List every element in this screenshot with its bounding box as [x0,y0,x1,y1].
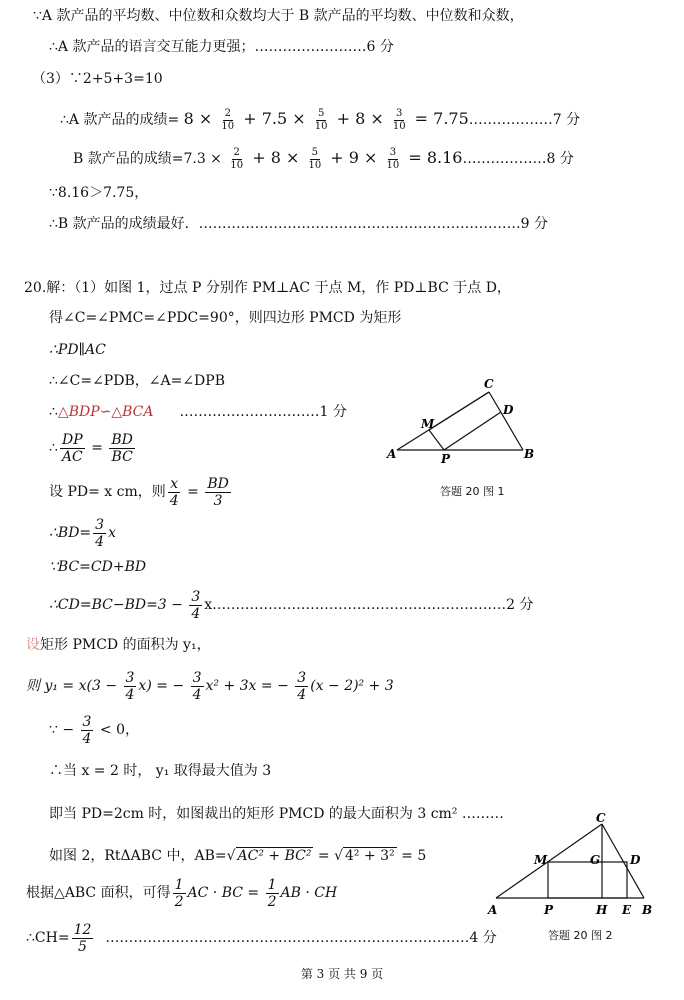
line-set-pd: 设 PD= x cm，则 $\frac{x}{4}$ = $\frac{BD}{3}$ [49,475,229,509]
line-part3-sum: （3）∵2+5+3=10 [32,71,163,87]
line-negative-coef: ∵ − $\frac{3}{4}$ < 0， [49,713,140,747]
fig2-label-m: M [534,853,548,867]
line-max-value: ∴当 x = 2 时， y₁ 取得最大值为 3 [49,763,272,779]
fig1-label-d: D [503,403,514,417]
figure-2-caption: 答题 20 图 2 [548,929,613,942]
page-footer: 第 3 页 共 9 页 [300,967,384,981]
fig2-label-d: D [630,853,641,867]
line-similar: ∴△BDP∽△BCA …………………………1 分 [49,404,347,420]
fig2-label-b: B [642,903,653,917]
line-angles: ∴∠C=∠PDB，∠A=∠DPB [49,373,225,389]
fig1-label-b: B [524,447,535,461]
line-area-relation: 根据△ABC 面积，可得 $\frac{1}{2}$ AC · BC = $\frac{1}{2}$ AB · CH [26,876,338,910]
fig2-label-a: A [488,903,498,917]
line-a-language-ability: ∴A 款产品的语言交互能力更强；……………………6 分 [49,39,394,55]
fig2-label-g: G [590,853,601,867]
line-ch: ∴CH= $\frac{12}{5}$ ……………………………………………………………………4 分 [26,921,497,955]
fig1-label-m: M [421,417,435,431]
line-bc-sum: ∵BC=CD+BD [49,559,147,575]
line-compare-scores: ∵8.16＞7.75， [49,185,149,201]
fig2-segment-ac [496,824,602,898]
fig2-label-p: P [544,903,554,917]
fig1-label-p: P [441,452,451,466]
line-q20-intro: 20.解：（1）如图 1，过点 P 分别作 PM⊥AC 于点 M，作 PD⊥BC 于点 D， [24,280,511,296]
fig1-segment-mc [429,392,489,430]
line-area-y1: 设矩形 PMCD 的面积为 y₁， [26,637,211,653]
line-conclusion-a-stronger: ∵A 款产品的平均数、中位数和众数均大于 B 款产品的平均数、中位数和众数， [33,8,524,24]
line-bd: ∴BD= $\frac{3}{4}$ x [49,516,116,550]
line-cd: ∴CD=BC−BD=3 − $\frac{3}{4}$ x………………………………………………………2 分 [49,588,534,622]
figure-1-diagram [385,372,545,472]
fig2-label-c: C [596,811,606,825]
line-rectangle: 得∠C=∠PMC=∠PDC=90°，则四边形 PMCD 为矩形 [49,310,402,326]
line-a-score: ∴A 款产品的成绩= 8 × $\frac{2}{10}$ + 7.5 × $\frac{5}{10}$ + 8 × $\frac{3}{10}$ = 7.75………………7 分 [60,107,581,132]
fig2-label-h: H [596,903,608,917]
fig1-segment-bc [489,392,523,450]
line-y1-expression: 则 y₁ = x(3 − $\frac{3}{4}$ x) = − $\frac{3}{4}$ x² + 3x = − $\frac{3}{4}$ (x − 2)² + 3 [26,669,394,703]
line-b-best: ∴B 款产品的成绩最好．……………………………………………………………9 分 [49,216,549,232]
line-ab-length: 如图 2，RtΔABC 中，AB=√ AC² + BC² = √ 4² + 3² = 5 [49,848,427,864]
figure-2-diagram [484,810,664,920]
line-max-area: 即当 PD=2cm 时，如图裁出的矩形 PMCD 的最大面积为 3 cm² ……… [49,806,504,822]
fig1-segment-pd [444,412,501,450]
fig2-rectangle [548,862,627,898]
line-b-score: B 款产品的成绩=7.3 × $\frac{2}{10}$ + 8 × $\frac{5}{10}$ + 9 × $\frac{3}{10}$ = 8.16………………8 分 [73,146,574,171]
fig1-segment-mp [429,430,444,450]
fig2-label-e: E [622,903,632,917]
line-ratio: ∴ $\frac{DP}{AC}$ = $\frac{BD}{BC}$ [49,431,133,465]
fig1-label-c: C [484,377,494,391]
line-parallel: ∴PD∥AC [49,342,106,358]
fig1-label-a: A [387,447,397,461]
figure-1-caption: 答题 20 图 1 [440,485,505,498]
